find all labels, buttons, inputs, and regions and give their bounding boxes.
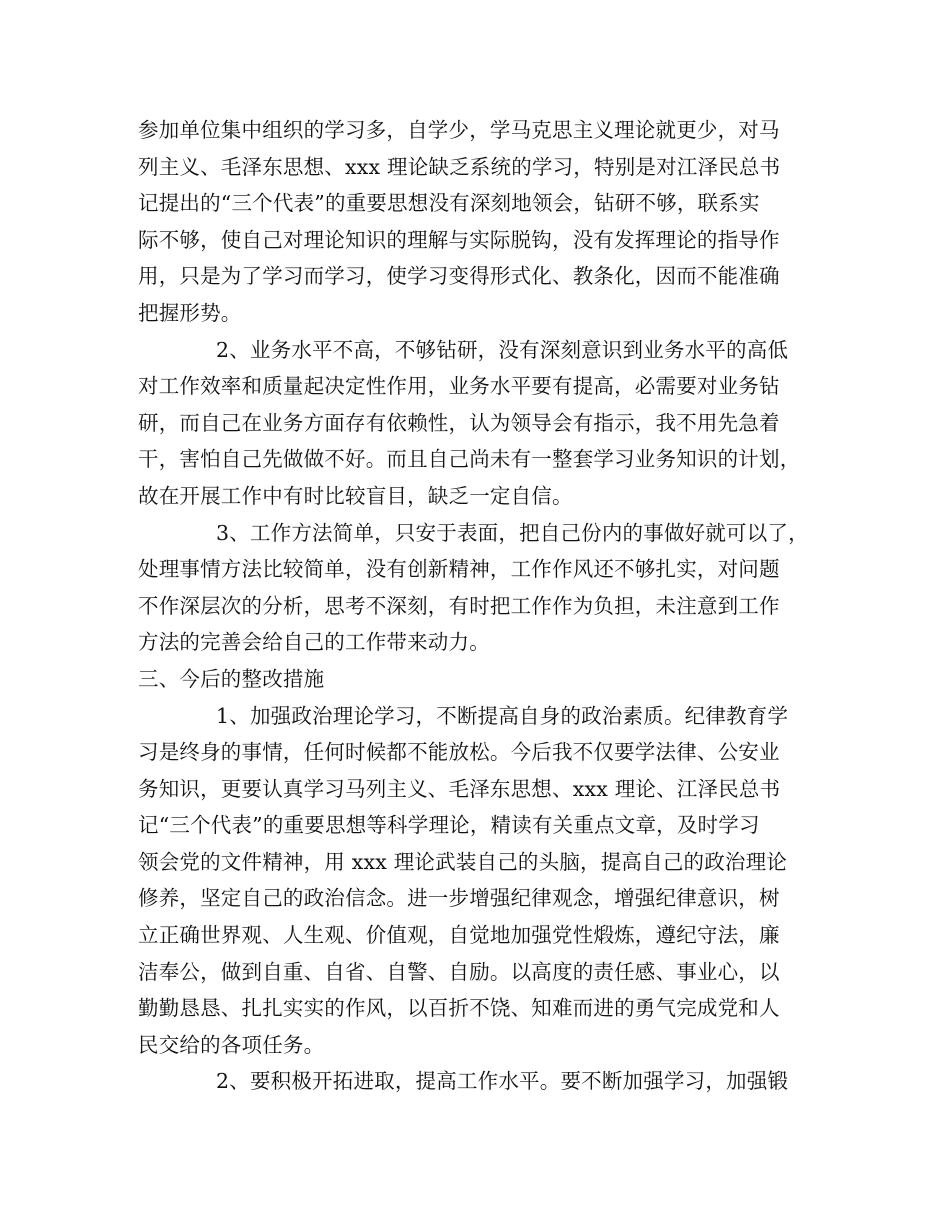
text-line: 对工作效率和质量起决定性作用，业务水平要有提高，必需要对业务钻 bbox=[138, 374, 780, 399]
text-line: 处理事情方法比较简单，没有创新精神，工作作风还不够扎实，对问题 bbox=[138, 557, 780, 582]
text-line: 参加单位集中组织的学习多，自学少，学马克思主义理论就更少，对马 bbox=[138, 118, 780, 142]
document-body bbox=[138, 112, 828, 1100]
text-line: 列主义、毛泽东思想、xxx 理论缺乏系统的学习，特别是对江泽民总书 bbox=[138, 154, 781, 179]
text-line: 方法的完善会给自己的工作带来动力。 bbox=[138, 630, 490, 655]
text-line: 领会党的文件精神，用 xxx 理论武装自己的头脑，提高自己的政治理论 bbox=[138, 849, 788, 874]
text-line: 洁奉公，做到自重、自省、自警、自励。以高度的责任感、事业心，以 bbox=[138, 959, 780, 984]
text-line: 研，而自己在业务方面存有依赖性，认为领导会有指示，我不用先急着 bbox=[138, 410, 780, 435]
text-line: 记提出的“三个代表”的重要思想没有深刻地领会，钻研不够，联系实 bbox=[138, 191, 760, 216]
text-line: 干，害怕自己先做做不好。而且自己尚未有一整套学习业务知识的计划， bbox=[138, 447, 801, 472]
text-line: 习是终身的事情，任何时候都不能放松。今后我不仅要学法律、公安业 bbox=[138, 740, 780, 765]
text-line: 际不够，使自己对理论知识的理解与实际脱钩，没有发挥理论的指导作 bbox=[138, 227, 780, 252]
text-line: 修养，坚定自己的政治信念。进一步增强纪律观念，增强纪律意识，树 bbox=[138, 886, 780, 911]
text-line: 用，只是为了学习而学习，使学习变得形式化、教条化，因而不能准确 bbox=[138, 264, 780, 289]
section-heading: 三、今后的整改措施 bbox=[138, 666, 325, 691]
text-line: 务知识，更要认真学习马列主义、毛泽东思想、xxx 理论、江泽民总书 bbox=[138, 776, 781, 801]
paragraph-start-line: 3、工作方法简单，只安于表面，把自己份内的事做好就可以了， bbox=[216, 520, 809, 545]
paragraph-start-line: 2、要积极开拓进取，提高工作水平。要不断加强学习，加强锻 bbox=[216, 1069, 789, 1094]
paragraph-start-line: 1、加强政治理论学习，不断提高自身的政治素质。纪律教育学 bbox=[216, 703, 789, 728]
text-line: 记“三个代表”的重要思想等科学理论，精读有关重点文章，及时学习 bbox=[138, 813, 760, 838]
text-line: 勤勤恳恳、扎扎实实的作风，以百折不饶、知难而进的勇气完成党和人 bbox=[138, 996, 780, 1021]
text-line: 把握形势。 bbox=[138, 300, 242, 325]
text-line: 立正确世界观、人生观、价值观，自觉地加强党性煅炼，遵纪守法，廉 bbox=[138, 923, 780, 948]
text-line: 民交给的各项任务。 bbox=[138, 1032, 325, 1057]
text-line: 不作深层次的分析，思考不深刻，有时把工作作为负担，未注意到工作 bbox=[138, 593, 780, 618]
paragraph-start-line: 2、业务水平不高，不够钻研，没有深刻意识到业务水平的高低 bbox=[216, 337, 789, 362]
text-line: 故在开展工作中有时比较盲目，缺乏一定自信。 bbox=[138, 483, 573, 508]
